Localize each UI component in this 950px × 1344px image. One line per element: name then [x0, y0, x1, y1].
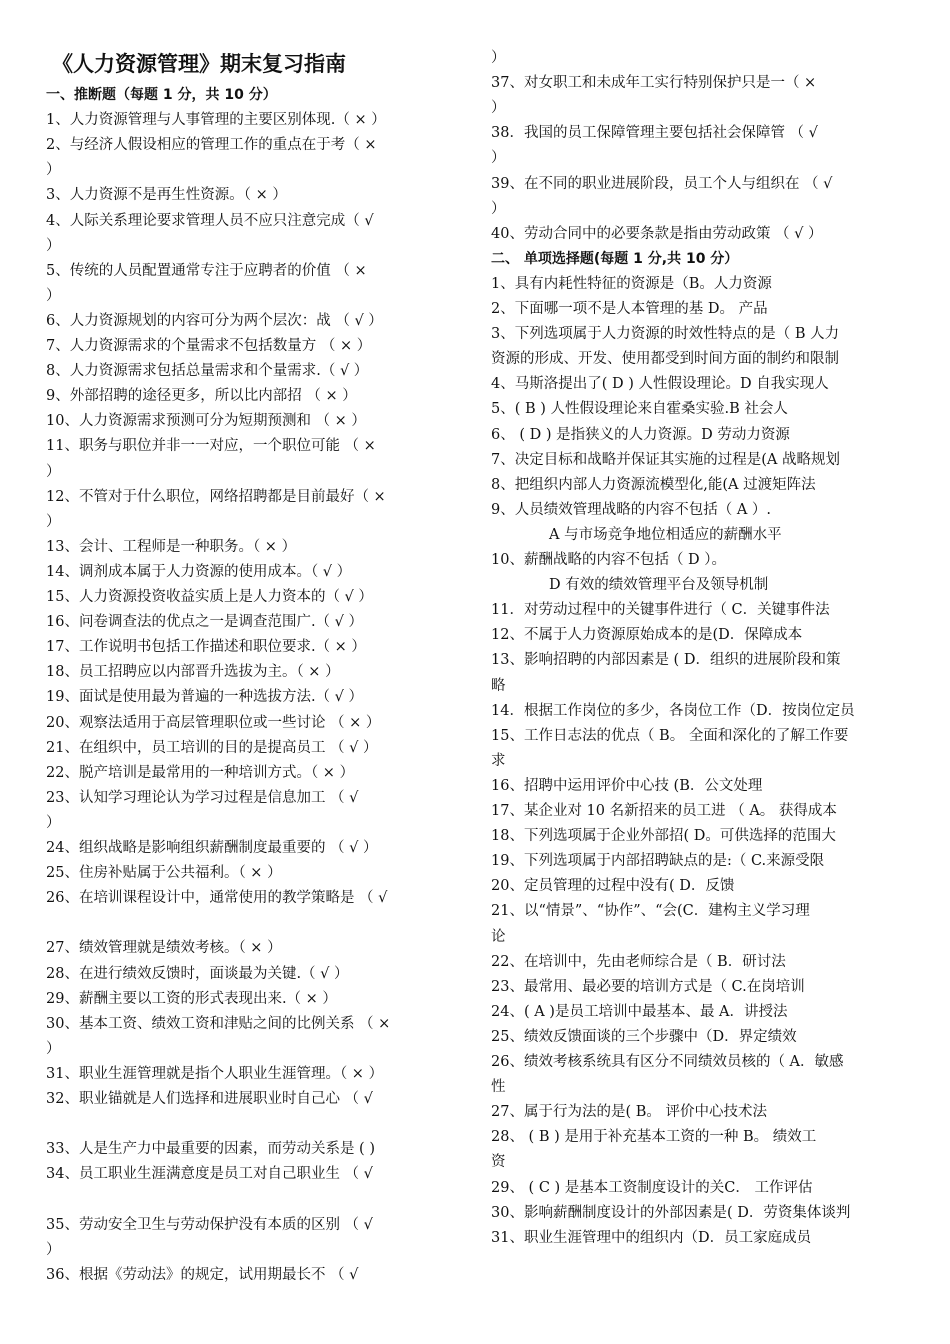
left_column-line: 3、人力资源不是再生性资源。（ × ） [46, 187, 287, 204]
right_column-line: 论 [491, 928, 506, 945]
right_column-line: 25、绩效反馈面谈的三个步骤中（D．界定绩效 [491, 1028, 797, 1045]
left_column-line: 16、问卷调查法的优点之一是调查范围广.（ √ ） [46, 614, 364, 631]
left_column-line: ） [46, 513, 61, 530]
right_column-line: 38．我国的员工保障管理主要包括社会保障管 （ √ [491, 125, 818, 142]
right_column-line: 14．根据工作岗位的多少，各岗位工作（D．按岗位定员 [491, 702, 855, 719]
left_column-line: 5、传统的人员配置通常专注于应聘者的价值 （ × [46, 262, 367, 279]
right_column-line: 23、最常用、最必要的培训方式是（ C.在岗培训 [491, 978, 805, 995]
left_column-line: 22、脱产培训是最常用的一种培训方式。（ × ） [46, 764, 355, 781]
right_column-line: 22、在培训中，先由老师综合是（ B．研讨法 [491, 953, 786, 970]
right_column-line: 40、劳动合同中的必要条款是指由劳动政策 （ √ ） [491, 225, 823, 242]
right_column-line: 略 [491, 677, 506, 694]
right_column-line: 26、绩效考核系统具有区分不同绩效员核的（ A．敏感 [491, 1054, 844, 1070]
right_column-line: 20、定员管理的过程中没有( D．反馈 [491, 878, 735, 895]
left_column-line: 4、人际关系理论要求管理人员不应只注意完成（ √ [46, 212, 374, 229]
right_column-line: ） [491, 150, 506, 167]
left_column-line: ） [46, 287, 61, 304]
page-title: 《人力资源管理》期末复习指南 [52, 52, 346, 76]
left_column-line: 1、人力资源管理与人事管理的主要区别体现.（ × ） [46, 112, 386, 129]
left_column-line: 29、薪酬主要以工资的形式表现出来.（ × ） [46, 990, 337, 1007]
right_column-line: 16、招聘中运用评价中心技 (B．公文处理 [491, 777, 763, 794]
left_column-line: ） [46, 237, 61, 254]
left_column-line: ） [46, 463, 61, 480]
right_column-line: 7、决定目标和战略并保证其实施的过程是(A 战略规划 [491, 451, 840, 468]
right_column-line: 4、马斯洛提出了( D ) 人性假设理论。D 自我实现人 [491, 376, 829, 393]
left_column-line: 18、员工招聘应以内部晋升选拔为主。（ × ） [46, 664, 340, 681]
left_column-line: 23、认知学习理论认为学习过程是信息加工 （ √ [46, 789, 359, 806]
right_column-line: ） [491, 50, 506, 66]
right_column-line: 求 [491, 752, 506, 769]
right_column-line: 29、 ( C ) 是基本工资制度设计的关C． 工作评估 [491, 1179, 813, 1196]
right_column-line: 30、影响薪酬制度设计的外部因素是( D．劳资集体谈判 [491, 1204, 851, 1221]
right_column-line: ） [491, 200, 506, 217]
right_column-line: 1、具有内耗性特征的资源是（B。人力资源 [491, 275, 772, 292]
left_column-line: 30、基本工资、绩效工资和津贴之间的比例关系 （ × [46, 1015, 391, 1032]
left_column-line: 8、人力资源需求包括总量需求和个量需求.（ √ ） [46, 363, 369, 380]
left_column-line: 31、职业生涯管理就是指个人职业生涯管理。（ × ） [46, 1065, 384, 1082]
left_column-line: 14、调剂成本属于人力资源的使用成本。（ √ ） [46, 563, 352, 580]
right_column-line: 10、薪酬战略的内容不包括（ D ）。 [491, 552, 727, 568]
right_column-line: 性 [491, 1079, 506, 1096]
right_column-line: 18、下列选项属于企业外部招( D。可供选择的范围大 [491, 828, 836, 845]
left_column-line: 32、职业锚就是人们选择和进展职业时自己心 （ √ [46, 1091, 373, 1107]
left_column-line: ） [46, 1241, 61, 1258]
right_column-line: 15、工作日志法的优点（ B。 全面和深化的了解工作要 [491, 727, 849, 744]
left_column-line: 28、在进行绩效反馈时，面谈最为关键.（ √ ） [46, 965, 349, 982]
section-heading: 二、 单项选择题(每题 1 分,共 10 分） [491, 250, 739, 267]
right_column-line: 12、不属于人力资源原始成本的是(D．保障成本 [491, 627, 803, 644]
left_column-line: ） [46, 1040, 61, 1057]
right_column-line: 28、 ( B ) 是用于补充基本工资的一种 B。 绩效工 [491, 1129, 817, 1146]
left_column-line: 2、与经济人假设相应的管理工作的重点在于考（ × [46, 137, 377, 154]
left_column-line: 21、在组织中，员工培训的目的是提高员工 （ √ ） [46, 739, 378, 756]
section-heading: 一、推断题（每题 1 分，共 10 分） [46, 87, 277, 103]
left_column-line: 12、不管对于什么职位，网络招聘都是目前最好（ × [46, 488, 386, 505]
left_column-line: 11、职务与职位并非一一对应，一个职位可能 （ × [46, 438, 376, 455]
right_column-line: 17、某企业对 10 名新招来的员工进 （ A。 获得成本 [491, 803, 837, 819]
left_column-line: 36、根据《劳动法》的规定，试用期最长不 （ √ [46, 1266, 359, 1283]
left_column-line: 34、员工职业生涯满意度是员工对自己职业生 （ √ [46, 1166, 373, 1183]
left_column-line: 24、组织战略是影响组织薪酬制度最重要的 （ √ ） [46, 840, 378, 856]
right_column-line: 资源的形成、开发、使用都受到时间方面的制约和限制 [491, 351, 839, 368]
right_column-line: 3、下列选项属于人力资源的时效性特点的是（ B 人力 [491, 326, 840, 343]
left_column-line: 7、人力资源需求的个量需求不包括数量方 （ × ） [46, 338, 372, 354]
right_column-line: 27、属于行为法的是( B。 评价中心技术法 [491, 1104, 767, 1121]
right_column-line: 资 [491, 1154, 506, 1171]
right_column-line: 39、在不同的职业进展阶段，员工个人与组织在 （ √ [491, 175, 833, 192]
right_column-line: 24、( A )是员工培训中最基本、最 A．讲授法 [491, 1003, 788, 1020]
left_column-line: 26、在培训课程设计中，通常使用的教学策略是 （ √ [46, 890, 388, 907]
right_column-line: 21、以“情景”、“协作”、“会(C．建构主义学习理 [491, 903, 810, 920]
left_column-line: 15、人力资源投资收益实质上是人力资本的（ √ ） [46, 589, 373, 605]
left_column-line: ） [46, 162, 61, 179]
left_column-line: 9、外部招聘的途径更多，所以比内部招 （ × ） [46, 388, 357, 405]
right_column-line: 8、把组织内部人力资源流模型化,能(A 过渡矩阵法 [491, 476, 816, 493]
left_column-line: 13、会计、工程师是一种职务。（ × ） [46, 538, 297, 555]
left_column-line: 35、劳动安全卫生与劳动保护没有本质的区别 （ √ [46, 1216, 373, 1233]
right_column-line: 6、 ( D ) 是指狭义的人力资源。D 劳动力资源 [491, 426, 790, 443]
left_column-line: 33、人是生产力中最重要的因素，而劳动关系是 ( ) [46, 1141, 375, 1158]
left_column-line: 27、绩效管理就是绩效考核。（ × ） [46, 940, 282, 957]
right_column-line: 9、人员绩效管理战略的内容不包括（ A ）. [491, 501, 772, 518]
left_column-line: 25、住房补贴属于公共福利。（ × ） [46, 865, 282, 882]
left_column-line: 17、工作说明书包括工作描述和职位要求.（ × ） [46, 639, 366, 656]
right_column-line: 5、( B ) 人性假设理论来自霍桑实验.B 社会人 [491, 401, 788, 418]
right_column-line: D 有效的绩效管理平台及领导机制 [549, 577, 769, 594]
left_column-line: 10、人力资源需求预测可分为短期预测和 （ × ） [46, 413, 366, 430]
left_column-line: ） [46, 814, 61, 831]
right_column-line: 19、下列选项属于内部招聘缺点的是:（ C.来源受限 [491, 853, 825, 870]
right_column-line: 37、对女职工和未成年工实行特别保护只是一（ × [491, 75, 817, 92]
right_column-line: 31、职业生涯管理中的组织内（D．员工家庭成员 [491, 1229, 812, 1246]
left_column-line: 6、人力资源规划的内容可分为两个层次：战 （ √ ） [46, 312, 383, 329]
right_column-line: 11．对劳动过程中的关键事件进行（ C．关键事件法 [491, 602, 830, 619]
right_column-line: A 与市场竞争地位相适应的薪酬水平 [549, 526, 782, 543]
right_column-line: ） [491, 100, 506, 117]
right_column-line: 2、下面哪一项不是人本管理的基 D。 产品 [491, 301, 768, 317]
right_column-line: 13、影响招聘的内部因素是 ( D．组织的进展阶段和策 [491, 652, 841, 669]
left_column-line: 19、面试是使用最为普遍的一种选拔方法.（ √ ） [46, 689, 364, 706]
left_column-line: 20、观察法适用于高层管理职位或一些讨论 （ × ） [46, 714, 381, 731]
